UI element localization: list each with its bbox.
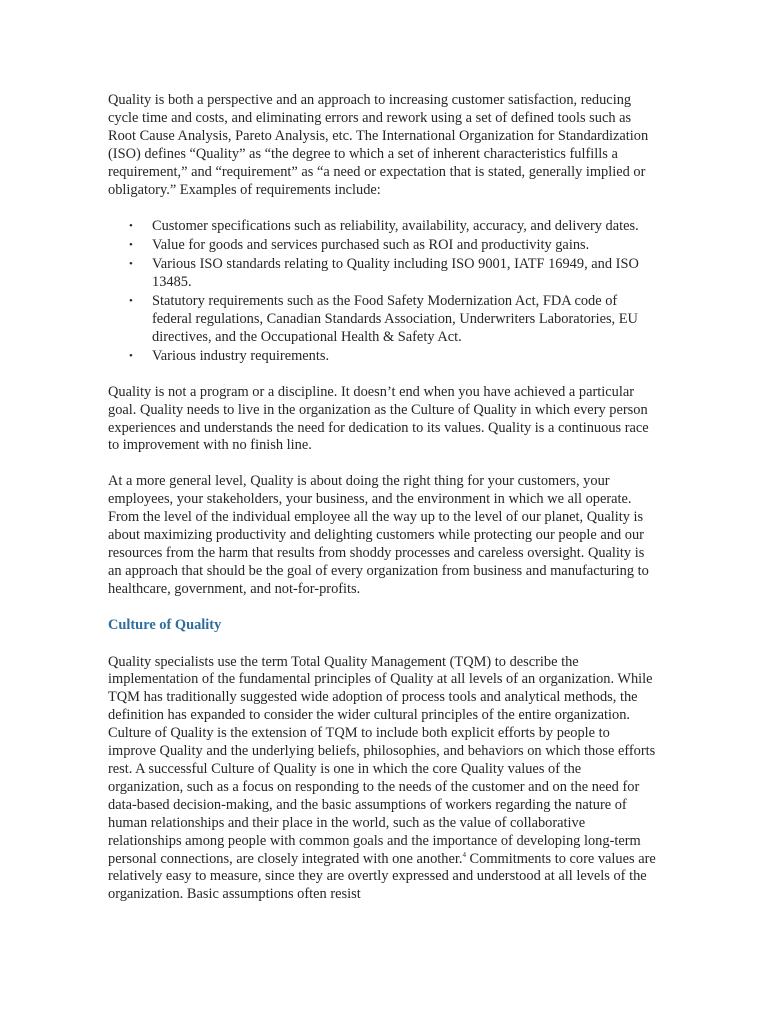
tqm-text-part2: Commitments to core values are relatively easy to measure, since they are overtly expressed and understood at all levels of the organization. Basic assumptions often resist: [108, 850, 656, 903]
list-item-text: Various industry requirements.: [152, 347, 330, 364]
footnote-marker[interactable]: 4: [462, 850, 466, 859]
bullet-icon: •: [129, 349, 133, 362]
tqm-text-part1: Quality specialists use the term Total Quality Management (TQM) to describe the implementation of the fundamental principles of Quality at all levels of an organization. While TQM has traditionally suggested wide adoption of process tools and analytical methods, the definition has expanded to consider the wider cultural principles of the entire organization. Culture of Quality is the extension of TQM to include both explicit efforts by people to improve Quality and the underlying beliefs, philosophies, and behaviors on which those efforts rest. A successful Culture of Quality is one in which the core Quality values of the organization, such as a focus on responding to the needs of the customer and on the need for data-based decision-making, and the basic assumptions of workers regarding the nature of human relationships and their place in the world, such as the value of collaborative relationships among people with common goals and the importance of developing long-term personal connections, are closely integrated with one another.: [108, 653, 656, 867]
list-item: [108, 256, 660, 292]
bullet-icon: •: [129, 258, 133, 271]
list-item: [108, 237, 660, 255]
tqm-paragraph: [108, 654, 660, 905]
list-item-text: Value for goods and services purchased such as ROI and productivity gains.: [152, 237, 590, 254]
not-program-paragraph: Quality is not a program or a discipline. It doesn’t end when you have achieved a particular goal. Quality needs to live in the organization as the Culture of Quality in which every person experiences and understands the need for dedication to its values. Quality is a continuous race to improvement with no finish line.: [108, 383, 649, 454]
bullet-icon: •: [129, 220, 133, 233]
list-item-text: Statutory requirements such as the Food Safety Modernization Act, FDA code of federal regulations, Canadian Standards Association, Underwriters Laboratories, EU directives, and the Occupational Health & Safety Act.: [152, 293, 638, 345]
bullet-icon: •: [129, 239, 133, 252]
list-item: [108, 293, 660, 347]
section-heading: Culture of Quality: [108, 616, 222, 633]
bullet-icon: •: [129, 295, 133, 308]
intro-paragraph: Quality is both a perspective and an approach to increasing customer satisfaction, reducing cycle time and costs, and eliminating errors and rework using a set of defined tools such as Root Cause Analysis, Pareto Analysis, etc. The International Organization for Standardization (ISO) defines “Quality” as “the degree to which a set of inherent characteristics fulfills a requirement,” and “requirement” as “a need or expectation that is stated, generally implied or obligatory.” Examples of requirements include:: [108, 92, 649, 198]
list-item-text: Various ISO standards relating to Quality including ISO 9001, IATF 16949, and ISO 13485.: [152, 256, 639, 291]
list-item: [108, 218, 660, 236]
list-item-text: Customer specifications such as reliability, availability, accuracy, and delivery dates.: [152, 218, 639, 235]
list-item: [108, 348, 660, 366]
general-level-paragraph: At a more general level, Quality is about doing the right thing for your customers, your employees, your stakeholders, your business, and the environment in which we all operate. From the level of the individual employee all the way up to the level of our planet, Quality is about maximizing productivity and delighting customers while protecting our people and our resources from the harm that results from shoddy processes and careless oversight. Quality is an approach that should be the goal of every organization from business and manufacturing to healthcare, government, and not-for-profits.: [108, 473, 649, 597]
requirements-list: [108, 218, 660, 365]
document-page: [108, 92, 660, 904]
